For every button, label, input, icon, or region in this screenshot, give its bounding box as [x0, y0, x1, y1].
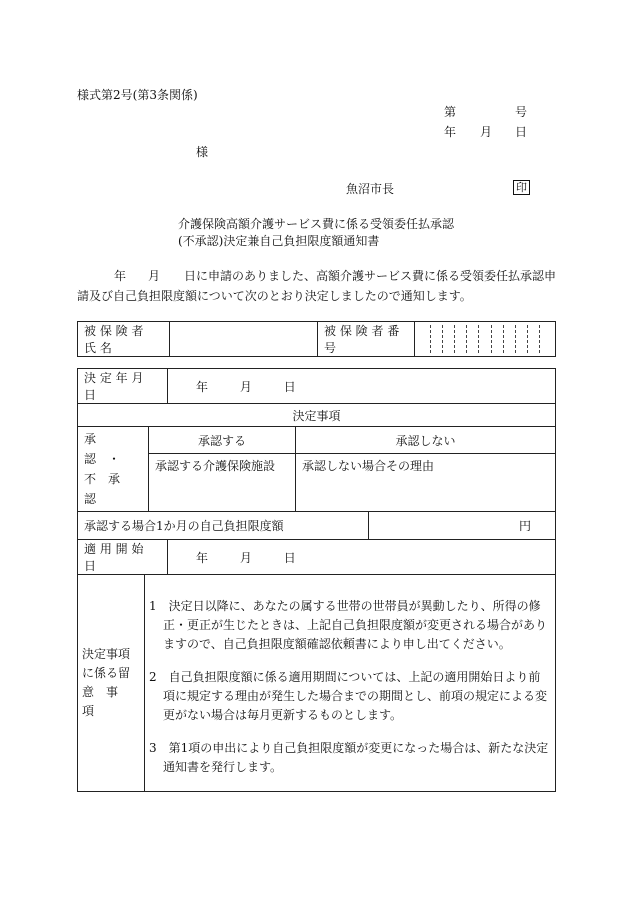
approve-column-header: 承認する — [149, 427, 296, 454]
notes-content — [145, 575, 556, 792]
approve-facility-label: 承認する介護保険施設 — [155, 459, 276, 473]
official-seal: 印 — [513, 180, 530, 195]
decision-date-day: 日 — [283, 379, 296, 394]
intro-line-1: 日に申請のありました、高額介護サービス費に係る受領委任払承認申 — [184, 269, 557, 283]
monthly-limit-label: 承認する場合1か月の自己負担限度額 — [78, 512, 369, 540]
start-date-month: 月 — [239, 550, 252, 565]
insured-number-field[interactable] — [415, 322, 556, 357]
insured-table — [77, 321, 556, 357]
decision-date-year: 年 — [196, 379, 209, 394]
start-date-year: 年 — [196, 550, 209, 565]
reject-reason-label: 承認しない場合その理由 — [302, 459, 435, 473]
intro-line-2: 請及び自己負担限度額について次のとおり決定しましたので通知します。 — [77, 289, 472, 303]
notes-label-line-3: 意 事 項 — [82, 685, 131, 718]
reject-reason-cell[interactable] — [296, 454, 556, 512]
form-number: 様式第2号(第3条関係) — [77, 88, 198, 102]
note-3: 3 第1項の申出により自己負担限度額が変更になった場合は、新たな決定通知書を発行します。 — [149, 741, 549, 774]
start-date-field[interactable] — [168, 540, 556, 575]
reject-column-header: 承認しない — [296, 427, 556, 454]
decision-date-month: 月 — [239, 379, 252, 394]
approval-label — [78, 427, 149, 512]
decision-date-label: 決定年月日 — [78, 369, 168, 404]
approval-label-line-2: 不 承 認 — [84, 472, 133, 506]
note-1: 1 決定日以降に、あなたの属する世帯の世帯員が異動したり、所得の修正・更正が生じたときは、上記自己負担限度額が変更される場合がありますので、自己負担限度額確認依頼書により申し出てください。 — [149, 599, 548, 651]
start-date-label: 適用開始日 — [78, 540, 168, 575]
title-line-2: (不承認)決定兼自己負担限度額通知書 — [178, 234, 380, 248]
monthly-limit-field[interactable] — [369, 512, 556, 540]
doc-no-suffix: 号 — [515, 105, 528, 119]
intro-month: 月 — [148, 269, 161, 283]
date-year: 年 — [444, 125, 457, 139]
insured-name-field[interactable] — [170, 322, 318, 357]
intro-year: 年 — [114, 269, 127, 283]
issuer-name: 魚沼市長 — [346, 182, 395, 196]
decision-date-field[interactable] — [168, 369, 556, 404]
notes-label-line-1: 決定事項 — [82, 647, 131, 661]
addressee-suffix: 様 — [196, 145, 209, 159]
decision-table — [77, 368, 556, 792]
start-date-day: 日 — [283, 550, 296, 565]
decision-items-header: 決定事項 — [78, 404, 556, 427]
approval-label-line-1: 承 認 ・ — [84, 432, 121, 466]
yen-unit: 円 — [518, 519, 531, 533]
insured-number-boxes — [419, 325, 551, 353]
doc-no-prefix: 第 — [444, 105, 457, 119]
insured-number-label: 被保険者番号 — [318, 322, 415, 357]
date-day: 日 — [515, 125, 528, 139]
notes-label — [78, 575, 145, 792]
insured-name-label: 被保険者氏名 — [78, 322, 170, 357]
note-2: 2 自己負担限度額に係る適用期間については、上記の適用開始日より前項に規定する理由が発生した場合までの期間とし、前項の規定による変更がない場合は毎月更新するものとします。 — [149, 670, 548, 722]
notes-label-line-2: に係る留 — [82, 666, 131, 680]
date-month: 月 — [480, 125, 493, 139]
title-line-1: 介護保険高額介護サービス費に係る受領委任払承認 — [178, 217, 455, 231]
approve-facility-cell[interactable] — [149, 454, 296, 512]
